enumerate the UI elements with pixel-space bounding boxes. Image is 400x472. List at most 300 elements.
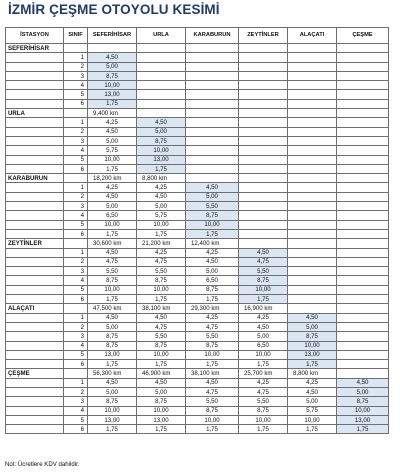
empty-cell	[6, 285, 64, 294]
empty-cell	[6, 406, 64, 415]
class-cell: 2	[64, 62, 88, 71]
fee-cell: 5,00	[88, 387, 137, 396]
fee-cell	[186, 164, 239, 173]
fee-cell: 1,75	[137, 229, 186, 238]
fee-cell: 4,50	[88, 53, 137, 62]
fee-cell	[288, 146, 337, 155]
station-name: ÇEŞME	[6, 369, 64, 378]
empty-cell	[6, 155, 64, 164]
fee-cell: 10,00	[88, 406, 137, 415]
empty-cell	[6, 397, 64, 406]
table-row	[6, 285, 389, 294]
fee-cell: 1,75	[88, 164, 137, 173]
empty-cell	[64, 109, 88, 118]
fee-cell: 10,00	[137, 406, 186, 415]
table-row	[6, 387, 389, 396]
fee-cell: 8,75	[88, 341, 137, 350]
fee-cell	[239, 155, 288, 164]
empty-cell	[6, 81, 64, 90]
distance-cell: 16,900 km	[239, 304, 288, 313]
fee-cell: 13,00	[88, 350, 137, 359]
class-cell: 1	[64, 183, 88, 192]
fee-cell	[239, 202, 288, 211]
class-cell: 2	[64, 257, 88, 266]
class-cell: 6	[64, 425, 88, 434]
fee-cell: 8,75	[137, 276, 186, 285]
fee-cell	[288, 136, 337, 145]
empty-cell	[6, 220, 64, 229]
table-row	[6, 248, 389, 257]
fee-cell: 5,00	[88, 322, 137, 331]
header-station: İSTASYON	[6, 28, 64, 44]
distance-cell	[337, 44, 389, 53]
fee-cell: 5,00	[288, 397, 337, 406]
fee-cell	[239, 90, 288, 99]
fee-cell: 8,75	[186, 211, 239, 220]
fee-cell	[239, 211, 288, 220]
table-row	[6, 322, 389, 331]
fee-cell: 13,00	[88, 90, 137, 99]
fee-cell	[288, 202, 337, 211]
fee-cell: 1,75	[186, 295, 239, 304]
fee-cell	[288, 99, 337, 108]
fee-cell: 1,75	[88, 360, 137, 369]
distance-cell: 29,300 km	[186, 304, 239, 313]
class-cell: 6	[64, 295, 88, 304]
table-row	[6, 378, 389, 387]
empty-cell	[6, 267, 64, 276]
fee-cell	[137, 99, 186, 108]
fee-cell: 4,50	[186, 183, 239, 192]
table-row	[6, 192, 389, 201]
fee-cell	[337, 81, 389, 90]
fee-cell: 5,00	[88, 62, 137, 71]
distance-cell: 8,800 km	[137, 174, 186, 183]
fee-cell	[337, 118, 389, 127]
table-body	[6, 44, 389, 434]
fee-cell	[239, 192, 288, 201]
fee-cell: 4,75	[186, 322, 239, 331]
fee-cell: 5,00	[288, 322, 337, 331]
station-row	[6, 109, 389, 118]
fee-cell	[337, 164, 389, 173]
table-row	[6, 127, 389, 136]
fee-cell	[186, 53, 239, 62]
fee-cell: 8,75	[88, 332, 137, 341]
table-row	[6, 332, 389, 341]
fee-cell	[337, 267, 389, 276]
fee-cell	[337, 360, 389, 369]
class-cell: 4	[64, 341, 88, 350]
fee-cell	[337, 322, 389, 331]
distance-cell	[288, 44, 337, 53]
distance-cell	[288, 239, 337, 248]
class-cell: 3	[64, 397, 88, 406]
distance-cell: 18,200 km	[88, 174, 137, 183]
fee-cell: 1,75	[186, 229, 239, 238]
station-name: URLA	[6, 109, 64, 118]
fee-cell	[288, 155, 337, 164]
fee-cell: 4,50	[88, 313, 137, 322]
distance-cell: 47,500 km	[88, 304, 137, 313]
fee-cell: 8,75	[137, 136, 186, 145]
class-cell: 1	[64, 313, 88, 322]
fee-cell	[288, 118, 337, 127]
fee-cell: 4,25	[288, 378, 337, 387]
fee-cell: 10,00	[239, 350, 288, 359]
fee-cell	[337, 202, 389, 211]
header-zeytinler: ZEYTİNLER	[239, 28, 288, 44]
fee-cell: 4,50	[137, 378, 186, 387]
fee-cell: 8,75	[88, 276, 137, 285]
fee-cell	[186, 90, 239, 99]
toll-fee-table	[5, 27, 389, 434]
class-cell: 5	[64, 415, 88, 424]
distance-cell: 56,300 km	[88, 369, 137, 378]
class-cell: 4	[64, 211, 88, 220]
class-cell: 3	[64, 267, 88, 276]
fee-cell: 4,25	[88, 183, 137, 192]
fee-cell	[186, 118, 239, 127]
empty-cell	[6, 118, 64, 127]
fee-cell	[186, 155, 239, 164]
distance-cell	[337, 174, 389, 183]
fee-cell: 10,00	[137, 285, 186, 294]
distance-cell: 46,900 km	[137, 369, 186, 378]
table-row	[6, 183, 389, 192]
fee-cell: 5,50	[186, 397, 239, 406]
class-cell: 4	[64, 146, 88, 155]
fee-cell	[239, 220, 288, 229]
fee-cell: 4,25	[186, 248, 239, 257]
fee-cell	[337, 229, 389, 238]
class-cell: 5	[64, 285, 88, 294]
distance-cell	[137, 44, 186, 53]
empty-cell	[6, 136, 64, 145]
table-row	[6, 276, 389, 285]
empty-cell	[6, 53, 64, 62]
fee-cell: 5,00	[88, 136, 137, 145]
fee-cell	[337, 136, 389, 145]
class-cell: 4	[64, 406, 88, 415]
empty-cell	[6, 192, 64, 201]
fee-cell	[137, 81, 186, 90]
table-row	[6, 267, 389, 276]
fee-cell	[239, 229, 288, 238]
class-cell: 2	[64, 127, 88, 136]
empty-cell	[6, 229, 64, 238]
class-cell: 3	[64, 71, 88, 80]
fee-cell: 8,75	[186, 285, 239, 294]
fee-cell: 5,75	[137, 211, 186, 220]
fee-cell: 8,75	[288, 332, 337, 341]
fee-cell	[186, 136, 239, 145]
distance-cell: 8,800 km	[288, 369, 337, 378]
fee-cell	[288, 220, 337, 229]
fee-cell: 4,25	[88, 118, 137, 127]
empty-cell	[6, 248, 64, 257]
fee-cell	[186, 146, 239, 155]
fee-cell	[288, 257, 337, 266]
header-alacati: ALAÇATI	[288, 28, 337, 44]
fee-cell: 1,75	[137, 164, 186, 173]
class-cell: 4	[64, 81, 88, 90]
class-cell: 2	[64, 322, 88, 331]
table-row	[6, 257, 389, 266]
distance-cell	[186, 174, 239, 183]
class-cell: 2	[64, 387, 88, 396]
fee-cell	[337, 211, 389, 220]
distance-cell	[337, 109, 389, 118]
table-row	[6, 220, 389, 229]
fee-cell: 5,75	[88, 146, 137, 155]
distance-cell	[186, 109, 239, 118]
fee-cell: 8,75	[239, 276, 288, 285]
distance-cell	[239, 109, 288, 118]
fee-cell: 4,50	[88, 192, 137, 201]
fee-cell	[337, 313, 389, 322]
fee-cell	[337, 99, 389, 108]
fee-cell: 5,00	[137, 127, 186, 136]
fee-cell: 6,50	[239, 341, 288, 350]
fee-cell	[337, 285, 389, 294]
fee-cell	[288, 211, 337, 220]
fee-cell: 4,75	[88, 257, 137, 266]
fee-cell	[288, 81, 337, 90]
distance-cell: 38,100 km	[137, 304, 186, 313]
fee-cell	[288, 71, 337, 80]
table-row	[6, 295, 389, 304]
fee-cell	[337, 220, 389, 229]
empty-cell	[6, 313, 64, 322]
fee-cell	[186, 127, 239, 136]
fee-cell: 8,75	[137, 397, 186, 406]
fee-cell: 10,00	[186, 220, 239, 229]
fee-cell: 5,00	[186, 192, 239, 201]
distance-cell: 12,400 km	[186, 239, 239, 248]
fee-cell	[186, 62, 239, 71]
station-name: ZEYTİNLER	[6, 239, 64, 248]
fee-cell: 4,50	[239, 322, 288, 331]
fee-cell: 4,25	[137, 248, 186, 257]
fee-cell	[239, 146, 288, 155]
fee-cell: 13,00	[88, 415, 137, 424]
fee-cell: 5,00	[337, 387, 389, 396]
distance-cell	[239, 174, 288, 183]
fee-cell: 4,75	[186, 387, 239, 396]
table-row	[6, 90, 389, 99]
class-cell: 1	[64, 248, 88, 257]
empty-cell	[6, 350, 64, 359]
table-row	[6, 425, 389, 434]
empty-cell	[64, 239, 88, 248]
fee-cell: 10,00	[288, 415, 337, 424]
empty-cell	[64, 44, 88, 53]
distance-cell	[288, 109, 337, 118]
header-urla: URLA	[137, 28, 186, 44]
distance-cell: 25,700 km	[239, 369, 288, 378]
header-class: SINIF	[64, 28, 88, 44]
fee-cell: 10,00	[337, 406, 389, 415]
empty-cell	[6, 127, 64, 136]
fee-cell: 1,75	[137, 360, 186, 369]
fee-cell	[186, 81, 239, 90]
fee-cell: 4,50	[186, 378, 239, 387]
class-cell: 1	[64, 378, 88, 387]
fee-cell: 8,75	[337, 397, 389, 406]
fee-cell: 8,75	[186, 406, 239, 415]
fee-cell	[239, 164, 288, 173]
fee-cell: 8,75	[186, 341, 239, 350]
class-cell: 5	[64, 350, 88, 359]
table-row	[6, 53, 389, 62]
class-cell: 6	[64, 164, 88, 173]
class-cell: 6	[64, 360, 88, 369]
fee-cell: 5,50	[137, 267, 186, 276]
fee-cell: 1,75	[137, 425, 186, 434]
table-row	[6, 397, 389, 406]
fee-cell	[137, 90, 186, 99]
table-row	[6, 62, 389, 71]
fee-cell: 1,75	[88, 99, 137, 108]
distance-cell	[288, 304, 337, 313]
empty-cell	[6, 164, 64, 173]
class-cell: 3	[64, 202, 88, 211]
fee-cell: 4,50	[88, 378, 137, 387]
empty-cell	[6, 425, 64, 434]
station-row	[6, 44, 389, 53]
station-name: ALAÇATI	[6, 304, 64, 313]
fee-cell: 10,00	[88, 155, 137, 164]
empty-cell	[6, 257, 64, 266]
fee-cell: 1,75	[186, 425, 239, 434]
class-cell: 2	[64, 192, 88, 201]
station-row	[6, 369, 389, 378]
fee-cell: 1,75	[337, 425, 389, 434]
table-row	[6, 155, 389, 164]
class-cell: 3	[64, 136, 88, 145]
fee-cell: 8,75	[88, 397, 137, 406]
fee-cell: 1,75	[288, 360, 337, 369]
station-row	[6, 239, 389, 248]
station-name: KARABURUN	[6, 174, 64, 183]
fee-cell: 8,75	[137, 341, 186, 350]
fee-cell: 1,75	[186, 360, 239, 369]
distance-cell: 38,100 km	[186, 369, 239, 378]
distance-cell	[239, 239, 288, 248]
table-row	[6, 415, 389, 424]
table-row	[6, 202, 389, 211]
table-row	[6, 136, 389, 145]
empty-cell	[6, 415, 64, 424]
fee-cell: 5,50	[137, 332, 186, 341]
fee-cell	[239, 99, 288, 108]
fee-cell	[337, 155, 389, 164]
fee-cell: 1,75	[137, 295, 186, 304]
fee-cell	[337, 71, 389, 80]
fee-cell	[137, 71, 186, 80]
fee-cell: 13,00	[337, 415, 389, 424]
fee-cell: 10,00	[186, 415, 239, 424]
fee-cell: 1,75	[88, 425, 137, 434]
station-row	[6, 174, 389, 183]
footnote: Not: Ücretlere KDV dahildir.	[5, 461, 80, 468]
fee-cell: 4,50	[288, 313, 337, 322]
fee-cell: 4,50	[137, 118, 186, 127]
class-cell: 1	[64, 118, 88, 127]
empty-cell	[6, 276, 64, 285]
fee-cell: 10,00	[186, 350, 239, 359]
fee-cell: 13,00	[137, 155, 186, 164]
table-row	[6, 164, 389, 173]
fee-cell	[337, 350, 389, 359]
fee-cell: 10,00	[239, 415, 288, 424]
fee-cell	[337, 53, 389, 62]
class-cell: 5	[64, 90, 88, 99]
fee-cell: 10,00	[239, 285, 288, 294]
empty-cell	[6, 387, 64, 396]
table-row	[6, 360, 389, 369]
table-row	[6, 350, 389, 359]
fee-cell	[288, 295, 337, 304]
header-row	[6, 28, 389, 44]
fee-cell	[239, 183, 288, 192]
distance-cell	[137, 109, 186, 118]
class-cell: 6	[64, 99, 88, 108]
table-row	[6, 211, 389, 220]
fee-cell	[288, 192, 337, 201]
fee-cell: 5,50	[186, 202, 239, 211]
fee-cell	[186, 99, 239, 108]
fee-cell: 10,00	[137, 146, 186, 155]
empty-cell	[6, 146, 64, 155]
fee-cell: 6,50	[88, 211, 137, 220]
fee-cell	[337, 341, 389, 350]
fee-cell	[337, 62, 389, 71]
header-karaburun: KARABURUN	[186, 28, 239, 44]
class-cell: 5	[64, 155, 88, 164]
empty-cell	[6, 295, 64, 304]
empty-cell	[6, 332, 64, 341]
distance-cell: 21,200 km	[137, 239, 186, 248]
empty-cell	[6, 322, 64, 331]
fee-cell: 5,75	[288, 406, 337, 415]
fee-cell: 1,75	[88, 295, 137, 304]
fee-cell: 5,50	[239, 267, 288, 276]
fee-cell: 4,25	[186, 313, 239, 322]
fee-cell	[239, 71, 288, 80]
empty-cell	[64, 304, 88, 313]
fee-cell	[337, 90, 389, 99]
fee-cell: 10,00	[88, 81, 137, 90]
fee-cell: 4,75	[239, 257, 288, 266]
class-cell: 1	[64, 53, 88, 62]
fee-cell	[337, 146, 389, 155]
fee-cell: 8,75	[88, 71, 137, 80]
fee-cell: 10,00	[137, 220, 186, 229]
fee-cell: 4,75	[137, 322, 186, 331]
empty-cell	[6, 99, 64, 108]
fee-cell: 10,00	[137, 350, 186, 359]
class-cell: 4	[64, 276, 88, 285]
distance-cell	[337, 369, 389, 378]
fee-cell: 10,00	[88, 285, 137, 294]
fee-cell: 4,25	[239, 378, 288, 387]
station-row	[6, 304, 389, 313]
empty-cell	[64, 174, 88, 183]
fee-cell: 5,00	[137, 387, 186, 396]
fee-cell: 1,75	[239, 425, 288, 434]
